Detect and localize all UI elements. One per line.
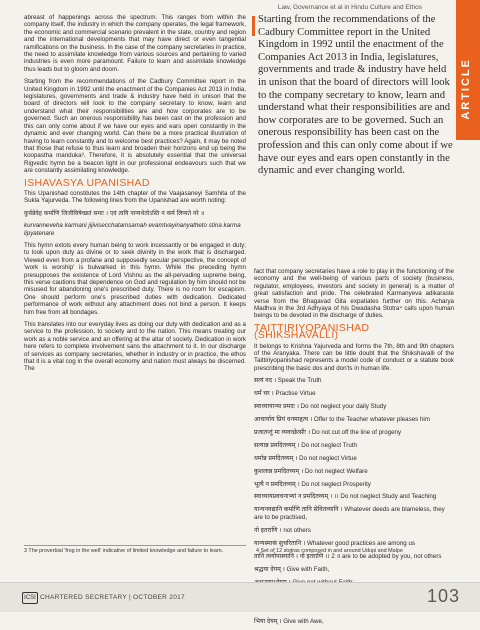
sloka-line: सत्यान्न प्रमदितव्यम् । Do not neglect Truth <box>254 441 357 449</box>
footer-publication: CHARTERED SECRETARY | OCTOBER 2017 <box>40 594 185 601</box>
icsi-logo: ICSI <box>22 592 38 604</box>
section-heading-ishavasya: ISHAVASYA UPANISHAD <box>24 176 150 189</box>
side-tab-label: ARTICLE <box>460 58 472 120</box>
sloka-line: सत्यं वद । Speak the Truth <box>254 377 322 385</box>
paragraph: Starting from the recommendations of the Cadbury Committee report in the United Kingdom in 1992 until the enactment of the Companies Act 2013 in India, legislatures, governments and trade & industry have held in unison that the board of directors will look to the company secretary to know, learn and understand what their responsibilities are and how corporates are to be governed. Such an onerous responsibility has been cast on the profession and this can only come about if we have our eyes and ears open constantly in the dynamic and ever changing world. Can there be a more practical illustration of having to learn constantly and to welcome best practices? Again, it may be noted that those that refuse to thus learn and broaden their horizons end up being the koopastha manduka³. Therefore, it is absolutely essential that the universal Rigvedic hymn be a beacon light in our professional endeavours such that we are constantly assimilating knowledge. <box>24 78 246 175</box>
quote-accent-bar <box>252 16 255 36</box>
transliteration: kurvanneveha karmani jijivisecchatamsamah evamtvayinanyatheto stina karma lipyatenare <box>24 222 241 237</box>
pull-quote <box>258 14 454 260</box>
footnote-divider <box>24 545 246 546</box>
paragraph: This hymn extols every human being to work incessantly or be engaged in duty; to look upon duty as divine or to seek divinity in the work that is discharged. Viewed even from a profane and supposedly secular perspective, the concept of 'work is worship' is bulwarked in this hymn. While the preceding hymn presupposes the existence of Lord Vishnu as the all-pervading supreme being, this verse cautions that dependence on God and regulation by him should not be misused for abandoning one's prescribed duty. There is no room for escapism. One should perform one's prescribed duties with dedication. Dedicated performance of work without any attachment does not bind a person. It keeps him free from all bondages. <box>24 241 246 316</box>
sloka-line: धर्मान्न प्रमदितव्यम् । Do not neglect Virtue <box>254 454 357 462</box>
sloka-line: यान्यस्माकं सुचरितानि । Whatever good practices are among us <box>254 540 415 548</box>
footnote-4: 4 Set of 12 stotras composed in and around Udupi and Malpe <box>256 548 403 554</box>
sanskrit-verse: कुर्वन्नेवेह कर्माणि जिजीविषेच्छतं समाः । एवं त्वयि नान्यथेतोऽस्ति न कर्म लिप्यते नरे ॥ <box>24 209 205 217</box>
article-side-tab <box>456 0 480 140</box>
paragraph: This translates into our everyday lives as doing our duty with dedication and as a service to the profession, to society and to the nation. This means treating our work as a noble service and an offering at the altar of society. Dedication in work here refers to complete involvement sans the attachment to it. In our discharge of services as company secretaries, whether in industry or in practice, the ethos that it is a vital cog in the overall economy and nation must always be discerned. The <box>24 321 246 373</box>
sloka-line: स्वाध्यायान्मा प्रमदः । Do not neglect your daily Study <box>254 403 387 411</box>
sloka-line: प्रजातन्तुं मा व्यवच्छेत्सीः । Do not cut off the line of progeny <box>254 428 402 436</box>
sloka-line: तानि त्वयोपास्यानि । नो इतराणि ।। 2 ॥ are to be adopted by you, not others <box>254 552 442 560</box>
paragraph: abreast of happenings across the spectrum. This ranges from within the company itself, the industry in which the company operates, the legal framework, the economic and commercial scenario prevalent in the state, country and region and the international developments that may have direct or even tangential ramifications on the business. In the case of the company secretaries in practice, the need to assimilate knowledge from various sources and pertaining to varied industries is even more paramount. Failure to learn and assimilate knowledge thus leads but to gloom and doom. <box>24 14 246 73</box>
paragraph: This Upanishad constitutes the 14th chapter of the Vaajasaneyi Samhita of the Sukla Yajurveda. The following lines from the Upanishad are worth noting: <box>24 189 246 205</box>
left-column <box>24 14 246 378</box>
section-heading-taittiriya: TAITTIRIYOPANISHAD (SHIKSHAVALLI) <box>254 321 370 342</box>
sloka-line: यान्यनवद्यानि कर्माणि तानि सेवितव्यानि । Whatever deeds are blameless, they are to be practised, <box>254 506 445 522</box>
sloka-line: श्रद्धया देयम् । Give with Faith, <box>254 565 330 573</box>
sloka-line: आचार्याय प्रियं धनमाहृत्य । Offer to the Teacher whatever pleases him <box>254 416 430 423</box>
paragraph: fact that company secretaries have a role to play in the functioning of the economy and the well-being of various parts of society (business, regulator, employees, investors and society in general) is a matter of great satisfaction and pride. The celebrated Karmanyeva adikaraste verse from the Bhagavad Gita expatiates further on this. Acharya Madhva in the 3rd Adhyaya of his Dwadasha Stotra⁴ calls upon human beings to be devoted in the discharge of duties. <box>254 268 454 320</box>
pull-quote-text: Starting from the recommendations of the Cadbury Committee report in the United Kingdom in 1992 until the enactment of the Companies Act 2013 in India, legislatures, governments and trade & industry have held in unison that the board of directors will look to the company secretary to know, learn and understand what their responsibilities are and how corporates are to be governed. Such an onerous responsibility has been cast on the profession and this can only come about if we have our eyes and ears open constantly in the dynamic and ever changing world. <box>258 14 453 177</box>
sloka-line: स्वाध्यायप्रवचनाभ्यां न प्रमदितव्यम् । ।। Do not neglect Study and Teaching <box>254 493 437 501</box>
right-column <box>254 268 454 630</box>
sloka-line: भूत्यै न प्रमदितव्यम् । Do not neglect Prosperity <box>254 480 371 488</box>
sloka-line: भिया देयम् । Give with Awe, <box>254 617 324 625</box>
page-number: 103 <box>426 586 460 606</box>
sloka-line: कुशलान्न प्रमदितव्यम् । Do not neglect Welfare <box>254 467 368 475</box>
sloka-line: नो इतराणि । not others <box>254 527 311 535</box>
paragraph: It belongs to Krishna Yajurveda and forms the 7th, 8th and 9th chapters of the Aranyaka. There can be little doubt that the Shikshavalli of the Taittiriyopanishad represents a model code of conduct or a statute book prescribing the basic dos and don'ts in human life. <box>254 342 454 372</box>
footnote-3: 3 The proverbial 'frog in the well' indicative of limited knowledge and failure to learn. <box>24 548 224 554</box>
running-head: Law, Governance et al in Hindu Culture and Ethos <box>277 4 422 11</box>
sloka-line: धर्मं चर । Practise Virtue <box>254 390 316 398</box>
